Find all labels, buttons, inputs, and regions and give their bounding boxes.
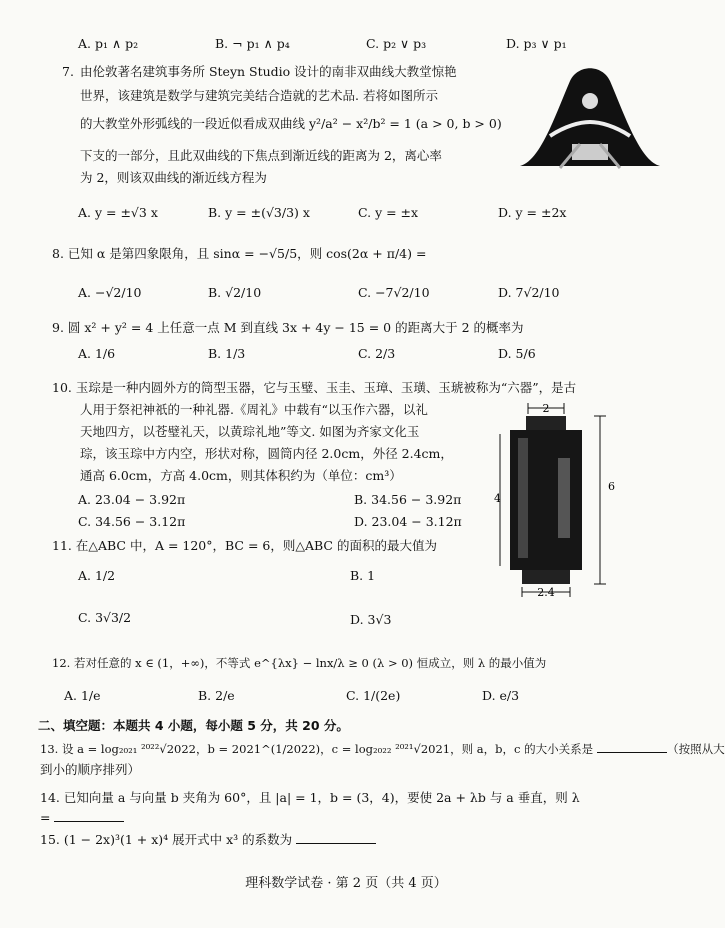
q8-option-a: A. −√2/10 xyxy=(78,285,142,300)
dim-right-label: 6 xyxy=(608,480,615,493)
q13-answer-blank[interactable] xyxy=(597,742,667,753)
q10-line-3: 天地四方，以苍璧礼天，以黄琮礼地”等文. 如图为齐家文化玉 xyxy=(80,424,420,439)
q15-answer-blank[interactable] xyxy=(296,833,376,844)
q7-line-4: 下支的一部分，且此双曲线的下焦点到渐近线的距离为 2，离心率 xyxy=(80,148,442,163)
q13-line-1-tail: （按照从大 xyxy=(667,742,725,756)
q10-option-a: A. 23.04 − 3.92π xyxy=(78,492,186,507)
jade-cong-figure xyxy=(488,398,638,598)
q6-option-d: D. p₃ ∨ p₁ xyxy=(506,36,567,51)
q8-option-d: D. 7√2/10 xyxy=(498,285,560,300)
q8-option-b: B. √2/10 xyxy=(208,285,262,300)
q6-option-c: C. p₂ ∨ p₃ xyxy=(366,36,427,51)
q7-option-a: A. y = ±√3 x xyxy=(78,205,158,220)
q8-option-c: C. −7√2/10 xyxy=(358,285,430,300)
q9-option-d: D. 5/6 xyxy=(498,346,536,361)
q14-line-2 xyxy=(40,810,124,826)
q8-stem: 8. 已知 α 是第四象限角，且 sinα = −√5/5，则 cos(2α + π/4) = xyxy=(52,246,427,261)
q12-stem: 12. 若对任意的 x ∈ (1，+∞)，不等式 e^{λx} − lnx/λ ≥ 0 (λ > 0) 恒成立，则 λ 的最小值为 xyxy=(52,656,547,670)
q12-option-a: A. 1/e xyxy=(64,688,101,703)
q14-answer-blank[interactable] xyxy=(54,811,124,822)
q12-option-d: D. e/3 xyxy=(482,688,520,703)
q10-option-b: B. 34.56 − 3.92π xyxy=(354,492,462,507)
q9-option-b: B. 1/3 xyxy=(208,346,246,361)
q13-line-1-text: 13. 设 a = log₂₀₂₁ ²⁰²²√2022，b = 2021^(1/2022)，c = log₂₀₂₂ ²⁰²¹√2021，则 a，b，c 的大小关系是 xyxy=(40,742,594,756)
q6-option-a: A. p₁ ∧ p₂ xyxy=(78,36,139,51)
dim-bottom-label: 2.4 xyxy=(537,586,555,599)
q10-option-d: D. 23.04 − 3.12π xyxy=(354,514,462,529)
q9-option-a: A. 1/6 xyxy=(78,346,116,361)
q11-option-c: C. 3√3/2 xyxy=(78,610,132,625)
q12-option-c: C. 1/(2e) xyxy=(346,688,401,703)
q10-option-c: C. 34.56 − 3.12π xyxy=(78,514,186,529)
page-footer: 理科数学试卷 · 第 2 页（共 4 页） xyxy=(245,876,447,891)
q13-line-1 xyxy=(40,742,725,756)
dim-top-label: 2 xyxy=(542,402,550,415)
q9-stem: 9. 圆 x² + y² = 4 上任意一点 M 到直线 3x + 4y − 15 = 0 的距离大于 2 的概率为 xyxy=(52,320,524,335)
q14-line-1: 14. 已知向量 a 与向量 b 夹角为 60°，且 |a| = 1，b = (3，4)，要使 2a + λb 与 a 垂直，则 λ xyxy=(40,790,580,805)
q11-stem: 11. 在△ABC 中，A = 120°，BC = 6，则△ABC 的面积的最大值为 xyxy=(52,538,437,553)
q15-line xyxy=(40,832,376,848)
q10-line-5: 通高 6.0cm，方高 4.0cm，则其体积约为（单位：cm³） xyxy=(80,468,402,483)
section-fill-in-heading: 二、填空题：本题共 4 小题，每小题 5 分，共 20 分。 xyxy=(38,718,349,733)
q10-line-2: 人用于祭祀神祇的一种礼器.《周礼》中载有“以玉作六器，以礼 xyxy=(80,402,428,417)
q7-line-3 xyxy=(80,116,502,132)
cathedral-photo xyxy=(520,56,660,168)
q9-option-c: C. 2/3 xyxy=(358,346,396,361)
dim-left-label: 4 xyxy=(494,492,501,505)
q10-line-1: 10. 玉琮是一种内圆外方的筒型玉器，它与玉璧、玉圭、玉璋、玉璜、玉琥被称为“六器”，是古 xyxy=(52,380,577,395)
q14-equals: = xyxy=(40,810,51,825)
q13-line-2: 到小的顺序排列） xyxy=(40,762,141,777)
q7-hyperbola-equation: y²/a² − x²/b² = 1 (a > 0, b > 0) xyxy=(309,116,502,131)
q7-option-c: C. y = ±x xyxy=(358,205,419,220)
q7-number: 7. xyxy=(62,64,74,79)
q11-option-d: D. 3√3 xyxy=(350,612,392,627)
q11-option-a: A. 1/2 xyxy=(78,568,116,583)
q10-line-4: 琮，该玉琮中方内空，形状对称，圆筒内径 2.0cm，外径 2.4cm， xyxy=(80,446,453,461)
q7-option-b: B. y = ±(√3/3) x xyxy=(208,205,310,220)
q7-line-1: 由伦敦著名建筑事务所 Steyn Studio 设计的南非双曲线大教堂惊艳 xyxy=(80,64,457,79)
q7-line-3-text: 的大教堂外形弧线的一段近似看成双曲线 xyxy=(80,116,306,131)
q12-option-b: B. 2/e xyxy=(198,688,235,703)
q7-line-5: 为 2，则该双曲线的渐近线方程为 xyxy=(80,170,267,185)
q11-option-b: B. 1 xyxy=(350,568,376,583)
q15-stem: 15. (1 − 2x)³(1 + x)⁴ 展开式中 x³ 的系数为 xyxy=(40,832,293,847)
q7-option-d: D. y = ±2x xyxy=(498,205,567,220)
q7-line-2: 世界，该建筑是数学与建筑完美结合造就的艺术品. 若将如图所示 xyxy=(80,88,438,103)
q6-option-b: B. ¬ p₁ ∧ p₄ xyxy=(215,36,290,51)
